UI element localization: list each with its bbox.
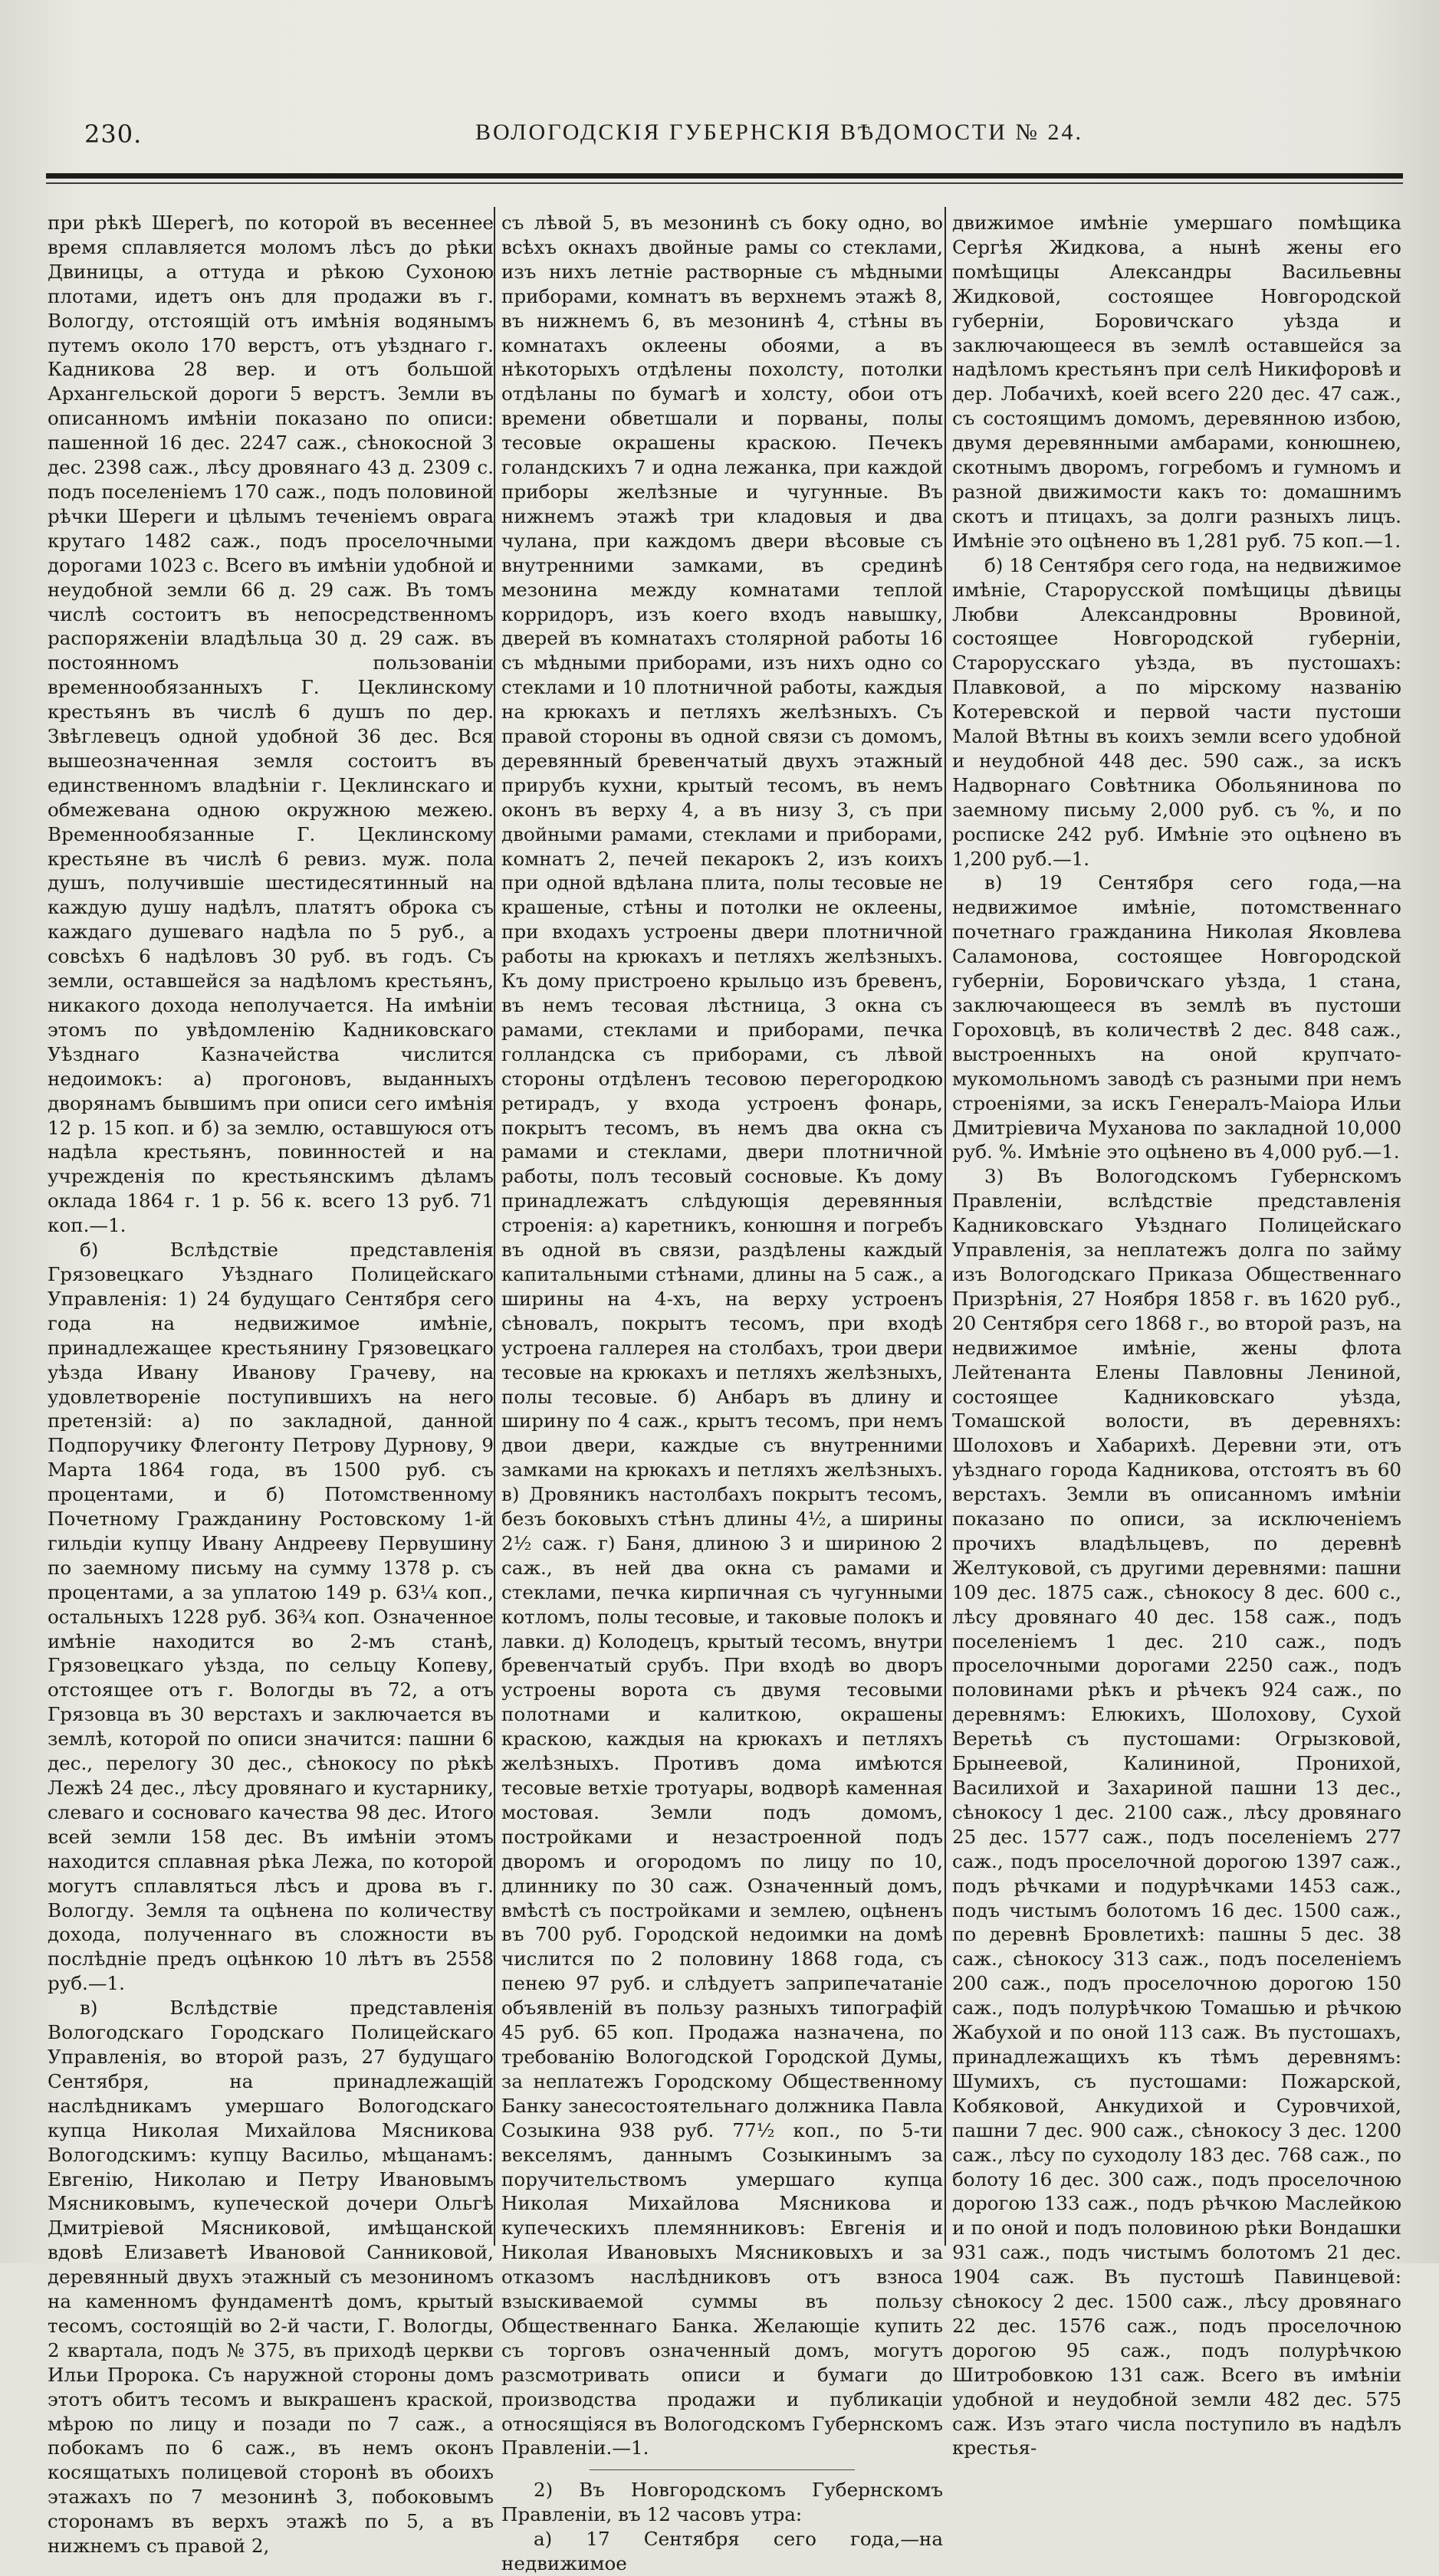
column-3-paragraph-1: движимое имѣніе умершаго помѣщика Сергѣя Жидкова, а нынѣ жены его помѣщицы Александры Васильевны Жидковой, состоящее Новгородской губерніи, Боровичскаго уѣзда и заключающееся въ землѣ оставшейся за надѣломъ крестьянъ при селѣ Никифоровѣ и дер. Лобачихѣ, коей всего 220 дес. 47 саж., съ состоящимъ домомъ, деревянною избою, двумя деревянными амбарами, конюшнею, скотнымъ дворомъ, гогребомъ и гумномъ и разной движимости какъ то: домашнимъ скотъ и птицахъ, за долги разныхъ лицъ. Имѣніе это оцѣнено въ 1,281 руб. 75 коп.—1. <box>952 212 1401 552</box>
column-2-paragraph-3: а) 17 Сентября сего года,—на недвижимое <box>501 2528 943 2575</box>
column-1-paragraph-1: при рѣкѣ Шерегѣ, по которой въ весеннее время сплавляется моломъ лѣсъ до рѣки Двиницы, а оттуда и рѣкою Сухоною плотами, идетъ онъ для продажи въ г. Вологду, отстоящій отъ имѣнія водянымъ путемъ около 170 верстъ, отъ уѣзднаго г. Кадникова 28 вер. и отъ большой Архангельской дороги 5 верстъ. Земли въ описанномъ имѣніи показано по описи: пашенной 16 дес. 2247 саж., сѣнокосной 3 дес. 2398 саж., лѣсу дровянаго 43 д. 2309 с. подъ поселеніемъ 170 саж., подъ половиной рѣчки Шереги и цѣлымъ теченіемъ оврага крутаго 1482 саж., подъ проселочными дорогами 1023 с. Всего въ имѣніи удобной и неудобной земли 66 д. 29 саж. Въ томъ числѣ состоитъ въ непосредственномъ распоряженіи владѣльца 30 д. 29 саж. въ постоянномъ пользованіи временнообязанныхъ Г. Цеклинскому крестьянъ въ числѣ 6 душъ по дер. Звѣглевецъ одной удобной 36 дес. Вся вышеозначенная земля состоитъ въ единственномъ владѣніи г. Цеклинскаго и обмежевана одною окружною межею. Временнообязанные Г. Цеклинскому крестьяне въ числѣ 6 ревиз. муж. пола душъ, получившіе шестидесятинный на каждую душу надѣлъ, платятъ оброка съ каждаго душеваго надѣла по 5 руб., а совсѣхъ 6 надѣловъ 30 руб. въ годъ. Съ земли, оставшейся за надѣломъ крестьянъ, никакого дохода неполучается. На имѣніи этомъ по увѣдомленію Кадниковскаго Уѣзднаго Казначейства числится недоимокъ: а) прогоновъ, выданныхъ дворянамъ бывшимъ при описи сего имѣнія 12 р. 15 коп. и б) за землю, оставшуюся отъ надѣла крестьянъ, повинностей и на учрежденія по крестьянскимъ дѣламъ оклада 1864 г. 1 р. 56 к. всего 13 руб. 71 коп.—1. <box>48 212 494 1237</box>
column-3 <box>945 211 1401 2460</box>
column-divider-1 <box>494 207 495 2246</box>
column-2 <box>497 211 946 2575</box>
column-3-paragraph-3: в) 19 Сентября сего года,—на недвижимое имѣніе, потомственнаго почетнаго гражданина Николая Яковлева Саламонова, состоящее Новгородской губерніи, Боровичскаго уѣзда, 1 стана, заключающееся въ землѣ въ пустоши Гороховцѣ, въ количествѣ 2 дес. 848 саж., выстроенныхъ на оной крупчато-мукомольномъ заводѣ съ разными при немъ строеніями, за искъ Генералъ-Маіора Ильи Дмитріевича Муханова по закладной 10,000 руб. %. Имѣніе это оцѣнено въ 4,000 руб.—1. <box>952 871 1401 1163</box>
page-header <box>84 115 1388 155</box>
column-2-paragraph-2: 2) Въ Новгородскомъ Губернскомъ Правленіи, въ 12 часовъ утра: <box>501 2479 943 2526</box>
column-1-paragraph-2: б) Вслѣдствіе представленія Грязовецкаго Уѣзднаго Полицейскаго Управленія: 1) 24 будущаго Сентября сего года на недвижимое имѣніе, принадлежащее крестьянину Грязовецкаго уѣзда Ивану Иванову Грачеву, на удовлетвореніе поступившихъ на него претензій: а) по закладной, данной Подпоручику Флегонту Петрову Дурнову, 9 Марта 1864 года, въ 1500 руб. съ процентами, и б) Потомственному Почетному Гражданину Ростовскому 1-й гильдіи купцу Ивану Андрееву Первушину по заемному письму на сумму 1378 р. съ процентами, а за уплатою 149 р. 63¼ коп., остальныхъ 1228 руб. 36¾ коп. Означенное имѣніе находится во 2-мъ станѣ, Грязовецкаго уѣзда, по сельцу Копеву, отстоящее отъ г. Вологды въ 72, а отъ Грязовца въ 30 верстахъ и заключается въ землѣ, которой по описи значится: пашни 6 дес., перелогу 30 дес., сѣнокосу по рѣкѣ Лежѣ 24 дес., лѣсу дровянаго и кустарнику, слеваго и сосноваго качества 98 дес. Итого всей земли 158 дес. Въ имѣніи этомъ находится сплавная рѣка Лежа, по которой могутъ сплавляться лѣсъ и дрова въ г. Вологду. Земля та оцѣнена по количеству дохода, полученнаго въ сложности въ послѣдніе предъ оцѣнкою 10 лѣтъ въ 2558 руб.—1. <box>48 1239 494 1995</box>
column-1-paragraph-3: в) Вслѣдствіе представленія Вологодскаго Городскаго Полицейскаго Управленія, во второй разъ, 27 будущаго Сентября, на принадлежащій наслѣдникамъ умершаго Вологодскаго купца Николая Михайлова Мясникова Вологодскимъ: купцу Васильо, мѣщанамъ: Евгенію, Николаю и Петру Ивановымъ Мясниковымъ, купеческой дочери Ольгѣ Дмитріевой Мясниковой, имѣщанской вдовѣ Елизаветѣ Ивановой Санниковой, деревянный двухъ этажный съ мезониномъ на каменномъ фундаментѣ домъ, крытый тесомъ, состоящій во 2-й части, Г. Вологды, 2 квартала, подъ № 375, въ приходѣ церкви Ильи Пророка. Съ наружной стороны домъ этотъ обитъ тесомъ и выкрашенъ краской, мѣрою по лицу и позади по 7 саж., а побокамъ по 6 саж., въ немъ оконъ косящатыхъ полицевой сторонѣ въ обоихъ этажахъ по 7 мезонинѣ 3, побоковымъ сторонамъ въ верхъ этажѣ по 5, а въ нижнемъ съ правой 2, <box>48 1997 494 2558</box>
column-2-paragraph-1: съ лѣвой 5, въ мезонинѣ съ боку одно, во всѣхъ окнахъ двойные рамы со стеклами, изъ нихъ летніе растворные съ мѣдными приборами, комнатъ въ верхнемъ этажѣ 8, въ нижнемъ 6, въ мезонинѣ 4, стѣны въ комнатахъ оклеены обоями, а въ нѣкоторыхъ отдѣлены похолсту, потолки отдѣланы по бумагѣ и холсту, обои отъ времени обветшали и порваны, полы тесовые окрашены краскою. Печекъ голандскихъ 7 и одна лежанка, при каждой приборы желѣзные и чугунные. Въ нижнемъ этажѣ три кладовыя и два чулана, при каждомъ двери вѣсовые съ внутренними замками, въ срединѣ мезонина между комнатами теплой корридоръ, изъ коего входъ навышку, дверей въ комнатахъ столярной работы 16 съ мѣдными приборами, изъ нихъ одно со стеклами и 10 плотничной работы, каждыя на крюкахъ и петляхъ желѣзныхъ. Съ правой стороны въ одной связи съ домомъ, деревянный бревенчатый двухъ этажный прирубъ кухни, крытый тесомъ, въ немъ оконъ въ верху 4, а въ низу 3, съ при двойными рамами, стеклами и приборами, комнатъ 2, печей пекарокъ 2, изъ коихъ при одной вдѣлана плита, полы тесовые не крашеные, стѣны и потолки не оклеены, при входахъ устроены двери плотничной работы на крюкахъ и петляхъ желѣзныхъ. Къ дому пристроено крыльцо изъ бревенъ, въ немъ тесовая лѣстница, 3 окна съ рамами, стеклами и приборами, печка голландска съ приборами, съ лѣвой стороны отдѣленъ тесовою перегородкою ретирадъ, у входа устроенъ фонарь, покрытъ тесомъ, въ немъ два окна съ рамами и стеклами, двери плотничной рабoты, полъ тесовый сосновые. Къ дому принадлежатъ слѣдующія деревянныя строенія: а) каретникъ, конюшня и погребъ въ одной въ связи, раздѣлены каждый капитальными стѣнами, длины на 5 саж., а ширины на 4-хъ, на верху устроенъ сѣновалъ, покрытъ тесомъ, при входѣ устроена галлерея на столбахъ, трои двери тесовые на крюкахъ и петляхъ желѣзныхъ, полы тесовые. б) Анбаръ въ длину и ширину по 4 саж., крытъ тесомъ, при немъ двои двери, каждые съ внутренними замками на крюкахъ и петляхъ желѣзныхъ. в) Дровяникъ настолбахъ покрытъ тесомъ, безъ боковыхъ стѣнъ длины 4½, а ширины 2½ саж. г) Баня, длиною 3 и шириною 2 саж., въ ней два окна съ рамами и стеклами, печка кирпичная съ чугунными котломъ, полы тесовые, и таковые полокъ и лавки. д) Колодецъ, крытый тесомъ, внутри бревенчатый срубъ. При входѣ во дворъ устроены ворота съ двумя тесовыми полотнами и калиткою, окрашены краскою, каждыя на крюкахъ и петляхъ желѣзныхъ. Противъ дома имѣются тесовые ветхіе тротуары, водворѣ каменная мостовая. Земли подъ домомъ, постройками и незастроенной подъ дворомъ и огородомъ по лицу по 10, длиннику по 30 саж. Означенный домъ, вмѣстѣ съ постройками и землею, оцѣненъ въ 700 руб. Городской недоимки на домѣ числится по 2 половину 1868 года, съ пенею 97 руб. и слѣдуетъ заприпечатаніе объявленій въ пользу разныхъ типографій 45 руб. 65 коп. Продажа назначена, по требованію Вологодской Городской Думы, за неплатежъ Городскому Общественному Банку занесостоятельнаго должника Павла Созыкина 938 руб. 77½ коп., по 5-ти векселямъ, даннымъ Созыкинымъ за поручительствомъ умершаго купца Николая Михайлова Мясникова и купеческихъ племянниковъ: Евгенія и Николая Ивановыхъ Мясниковыхъ и за отказомъ наслѣдниковъ отъ взноса взыскиваемой суммы въ пользу Общественнаго Банка. Желающіе купить съ торговъ означенный домъ, могутъ разсмотривать описи и бумаги до производства продажи и публикаціи относящіяся въ Вологодскомъ Губернскомъ Правленіи.—1. <box>501 212 943 2460</box>
page-number: 230. <box>84 120 143 149</box>
column-1 <box>48 211 494 2558</box>
header-rule-thin <box>46 182 1403 184</box>
publication-title: ВОЛОГОДСКІЯ ГУБЕРНСКІЯ ВѢДОМОСТИ № 24. <box>475 120 1084 145</box>
column-3-paragraph-4: 3) Въ Вологодскомъ Губернскомъ Правленіи, вслѣдствіе представленія Кадниковскаго Уѣзднаго Полицейскаго Управленія, за неплатежъ долга по займу изъ Вологодскаго Приказа Общественнаго Призрѣнія, 27 Ноября 1858 г. въ 1620 руб., 20 Сентября сего 1868 г., во второй разъ, на недвижимое имѣніе, жены флота Лейтенанта Елены Павловны Лениной, состоящее Кадниковскаго уѣзда, Томашской волости, въ деревняхъ: Шолоховъ и Хабарихѣ. Деревни эти, отъ уѣзднаго города Кадникова, отстоятъ въ 60 верстахъ. Земли въ описанномъ имѣніи показано по описи, за исключеніемъ прочихъ владѣльцевъ, по деревнѣ Желтуковой, съ другими деревнями: пашни 109 дес. 1875 саж., сѣнокосу 8 дес. 600 с., лѣсу дровянаго 40 дес. 158 саж., подъ поселеніемъ 1 дес. 210 саж., подъ проселочными дорогами 2250 саж., подъ половинами рѣкъ и рѣчекъ 924 саж., по деревнямъ: Елюкихъ, Шолохову, Сухой Веретьѣ съ пустошами: Огрызковой, Брынеевой, Калининой, Пронихой, Василихой и Захариной пашни 13 дес., сѣнокосу 1 дес. 2100 саж., лѣсу дровянаго 25 дес. 1577 саж., подъ поселеніемъ 277 саж., подъ проселочной дорогою 1397 саж., подъ рѣчками и подурѣчками 1453 саж., подъ чистымъ болотомъ 16 дес. 1500 саж., по деревнѣ Бровлетихѣ: пашны 5 дес. 38 саж., сѣнокосу 313 саж., подъ поселеніемъ 200 саж., подъ проселочною дорогою 150 саж., подъ полурѣчкою Томашью и рѣчкою Жабухой и по оной 113 саж. Въ пустошахъ, принадлежащихъ къ тѣмъ деревнямъ: Шумихъ, съ пустошами: Пожарской, Кобяковой, Анкудихой и Суровчихой, пашни 7 дес. 900 саж., сѣнокосу 3 дес. 1200 саж., лѣсу по суходолу 183 дес. 768 саж., по болоту 16 дес. 300 саж., подъ проселочною дорогою 133 саж., подъ рѣчкою Маслейкою и по оной и подъ половиною рѣки Вондашки 931 саж., подъ чистымъ болотомъ 21 дес. 1904 саж. Въ пустошѣ Павинцевой: сѣнокосу 2 дес. 1500 саж., лѣсу дровянаго 22 дес. 1576 саж., подъ проселочною дорогою 95 саж., подъ полурѣчкою Шитробовкою 131 саж. Всего въ имѣніи удобной и неудобной земли 482 дес. 575 саж. Изъ этаго числа поступило въ надѣлъ крестья- <box>952 1165 1401 2460</box>
column-3-paragraph-2: б) 18 Сентября сего года, на недвижимое имѣніе, Старорусской помѣщицы дѣвицы Любви Александровны Вровиной, состоящее Новгородской губерніи, Старорусскаго уѣзда, въ пустошахъ: Плавковой, а по мірскому названію Котеревской и первой части пустоши Малой Вѣтны въ коихъ земли всего удобной и неудобной 448 дес. 590 саж., за искъ Надворнаго Совѣтника Обольянинова по заемному письму 2,000 руб. съ %, и по росписке 242 руб. Имѣніе это оцѣнено въ 1,200 руб.—1. <box>952 553 1401 870</box>
header-rule-thick <box>46 173 1403 179</box>
section-divider <box>590 2469 855 2470</box>
